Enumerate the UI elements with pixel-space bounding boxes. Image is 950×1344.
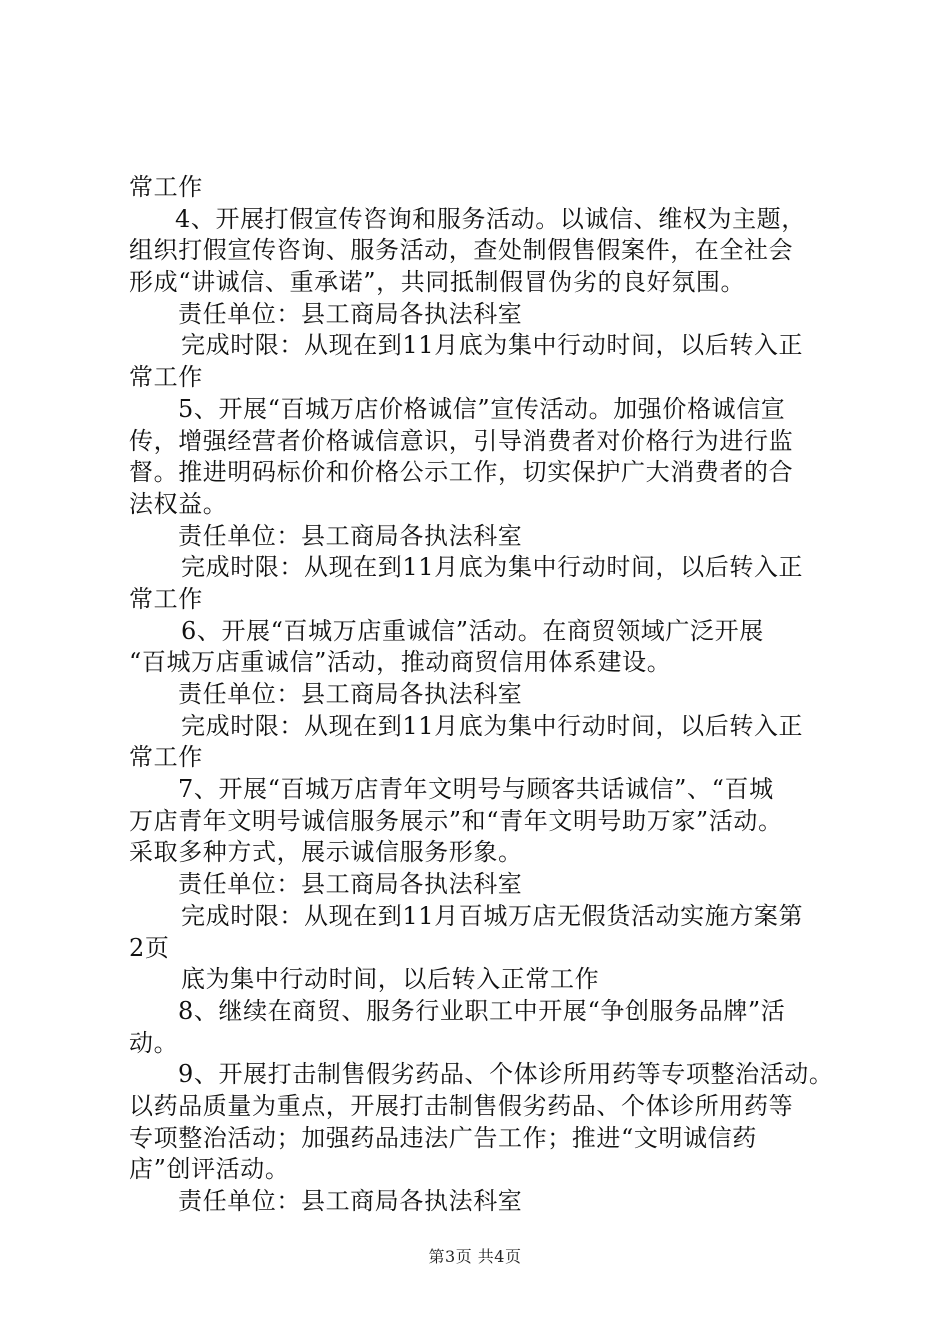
- text-line: 专项整治活动；加强药品违法广告工作；推进“文明诚信药: [129, 1123, 757, 1152]
- text-line: “百城万店重诚信”活动，推动商贸信用体系建设。: [129, 648, 672, 677]
- text-line: 5、开展“百城万店价格诚信”宣传活动。加强价格诚信宣: [178, 394, 786, 423]
- text-line: 责任单位：县工商局各执法科室: [178, 680, 523, 708]
- text-line: 万店青年文明号诚信服务展示”和“青年文明号助万家”活动。: [129, 806, 783, 835]
- text-line: 采取多种方式，展示诚信服务形象。: [129, 838, 523, 867]
- text-line: 完成时限：从现在到11月底为集中行动时间，以后转入正: [181, 711, 804, 740]
- text-line: 传，增强经营者价格诚信意识，引导消费者对价格行为进行监: [129, 426, 794, 455]
- text-line: 完成时限：从现在到11月底为集中行动时间，以后转入正: [181, 331, 804, 360]
- text-line: 督。推进明码标价和价格公示工作，切实保护广大消费者的合: [129, 458, 794, 487]
- text-line: 6、开展“百城万店重诚信”活动。在商贸领域广泛开展: [181, 616, 764, 645]
- text-line: 常工作: [129, 173, 203, 201]
- text-line: 责任单位：县工商局各执法科室: [178, 870, 523, 899]
- text-line: 2页: [129, 933, 170, 962]
- text-line: 责任单位：县工商局各执法科室: [178, 299, 523, 328]
- text-line: 底为集中行动时间，以后转入正常工作: [181, 965, 600, 994]
- text-line: 完成时限：从现在到11月百城万店无假货活动实施方案第: [181, 901, 804, 930]
- text-line: 完成时限：从现在到11月底为集中行动时间，以后转入正: [181, 553, 804, 582]
- text-line: 8、继续在商贸、服务行业职工中开展“争创服务品牌”活: [178, 996, 786, 1025]
- text-line: 以药品质量为重点，开展打击制售假劣药品、个体诊所用药等: [129, 1091, 794, 1120]
- text-line: 责任单位：县工商局各执法科室: [178, 1187, 523, 1215]
- text-line: 形成“讲诚信、重承诺”，共同抵制假冒伪劣的良好氛围。: [129, 268, 746, 297]
- text-line: 7、开展“百城万店青年文明号与顾客共话诚信”、“百城: [178, 775, 774, 804]
- text-line: 店”创评活动。: [129, 1155, 290, 1184]
- text-line: 4、开展打假宣传咨询和服务活动。以诚信、维权为主题，: [175, 204, 806, 233]
- text-line: 动。: [129, 1028, 179, 1057]
- document-body: [129, 172, 841, 1218]
- text-line: 常工作: [129, 743, 203, 772]
- text-line: 法权益。: [129, 489, 228, 518]
- text-line: 常工作: [129, 584, 203, 613]
- page-footer: 第3页 共4页: [428, 1247, 522, 1266]
- text-line: 责任单位：县工商局各执法科室: [178, 521, 523, 550]
- text-line: 9、开展打击制售假劣药品、个体诊所用药等专项整治活动。: [178, 1060, 834, 1089]
- text-line: 组织打假宣传咨询、服务活动，查处制假售假案件，在全社会: [129, 236, 794, 265]
- text-line: 常工作: [129, 363, 203, 392]
